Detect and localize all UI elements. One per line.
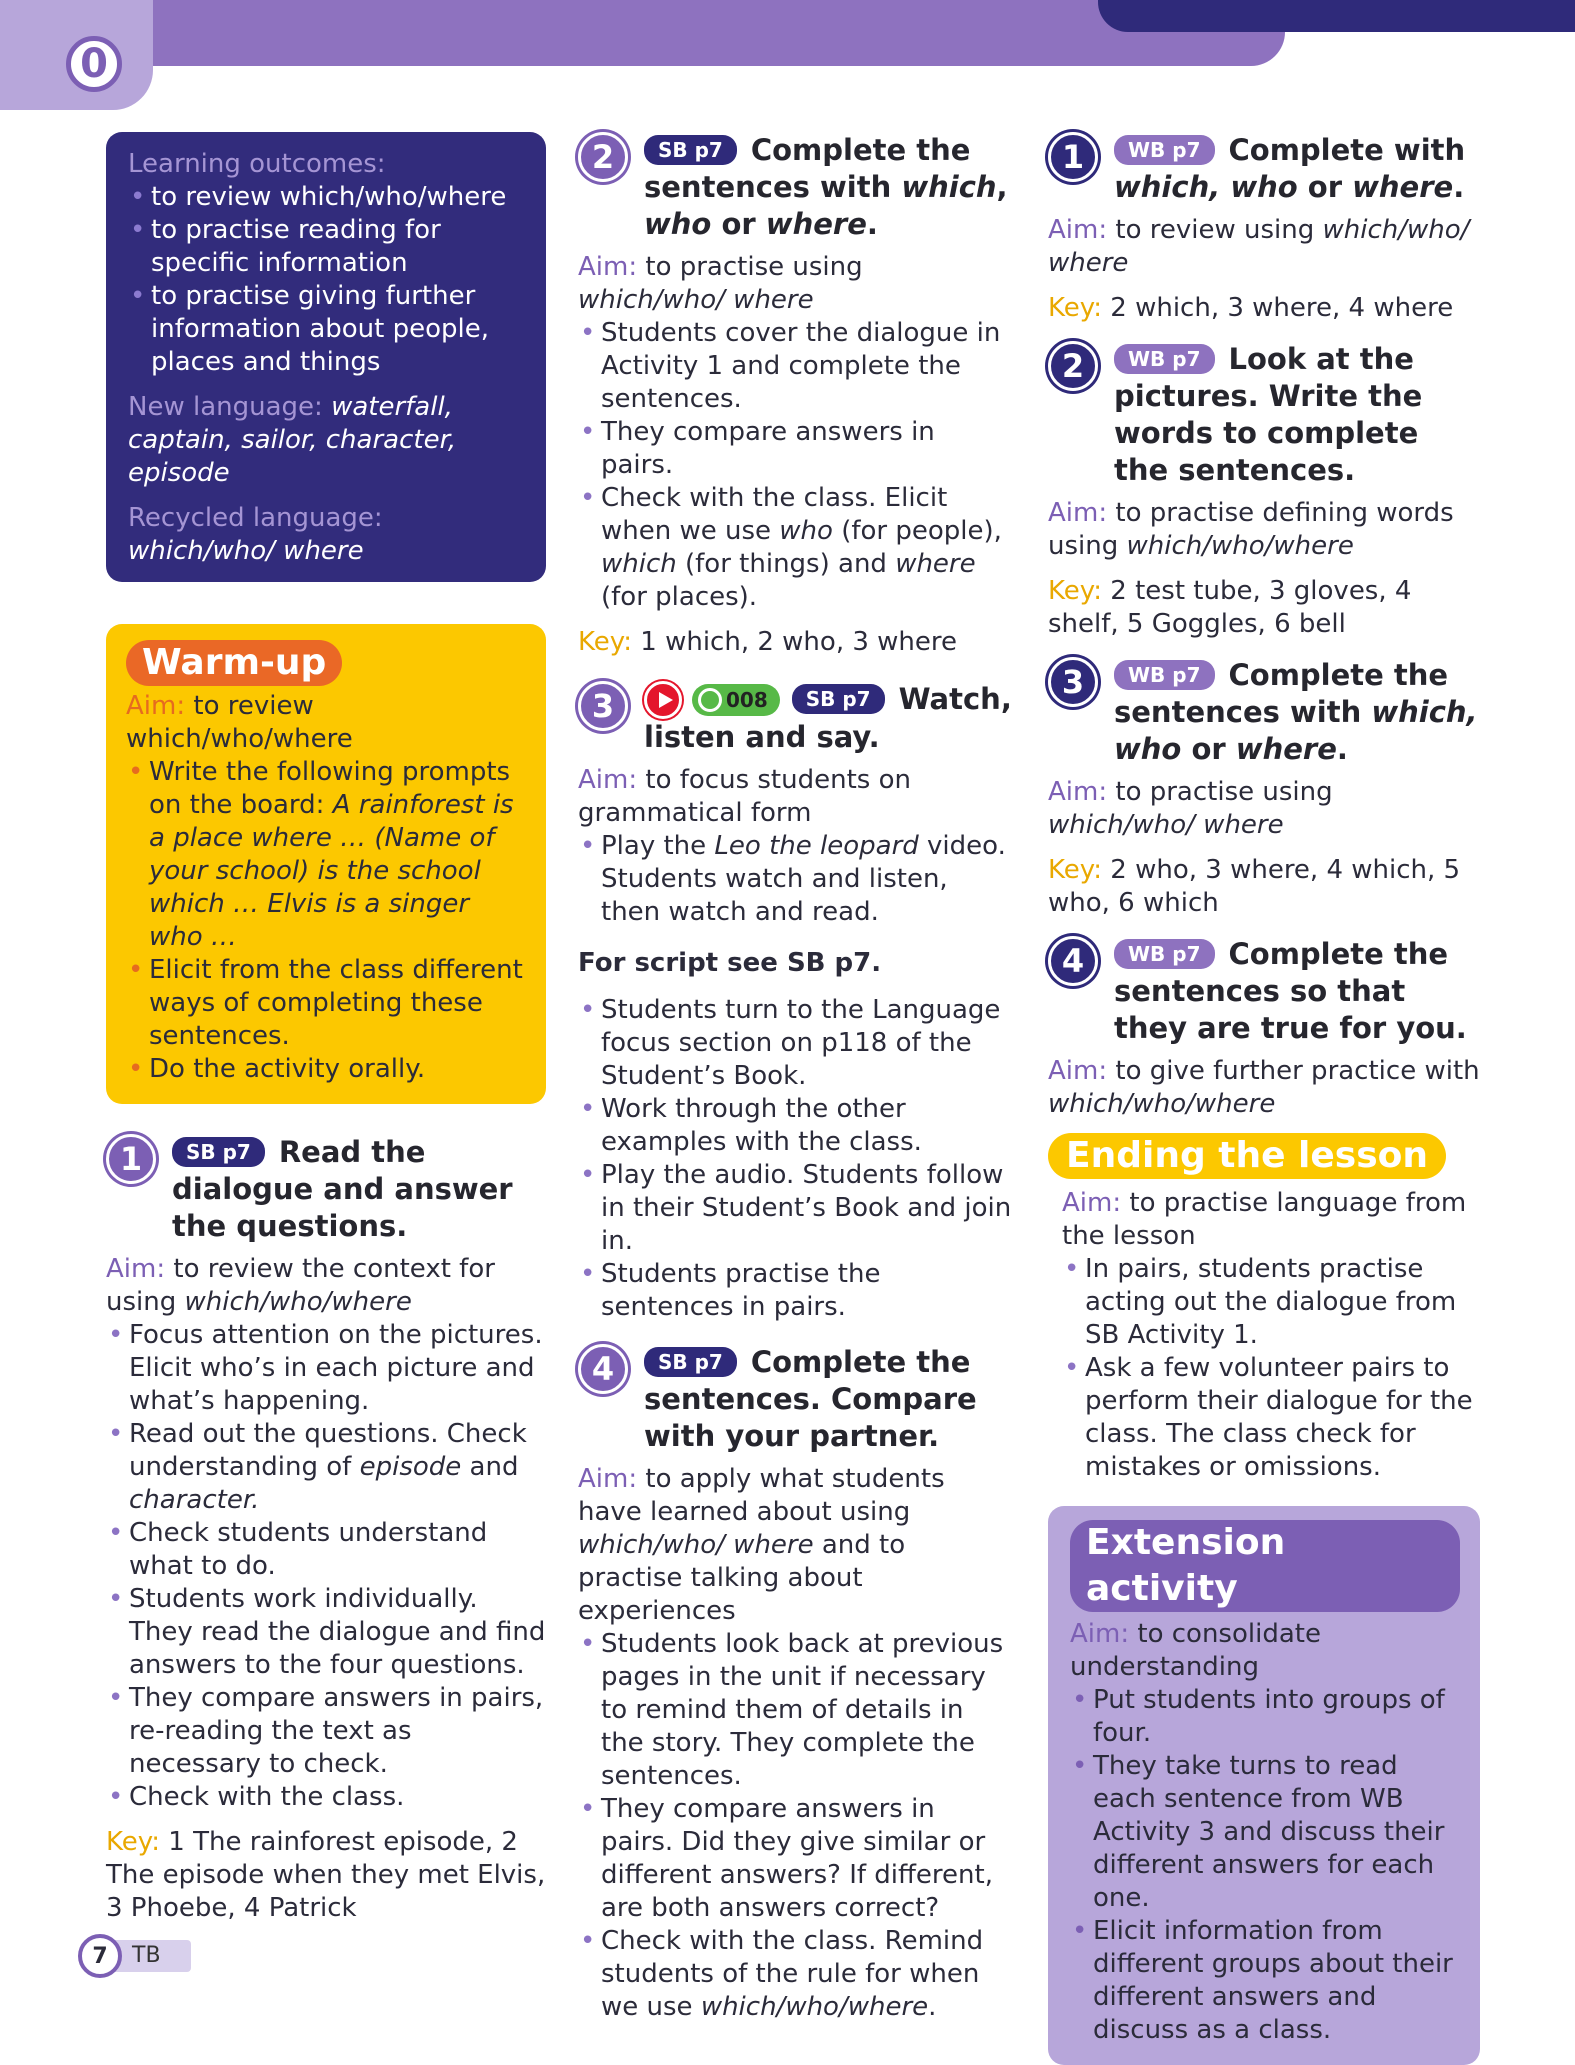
activity-body — [106, 1253, 546, 1925]
activity-aim: Aim: to review the context for using which/who/where — [106, 1254, 495, 1317]
activity-step: • Students practise the sentences in pairs. — [578, 1258, 1014, 1324]
activity-body — [1048, 1055, 1480, 1121]
learning-outcome-item: • to review which/who/where — [128, 181, 522, 214]
activity-wb-3 — [1048, 657, 1480, 768]
activity-step: • They compare answers in pairs, re-reading the text as necessary to check. — [106, 1682, 546, 1781]
activity-step: • Students cover the dialogue in Activity 1 and complete the sentences. — [578, 317, 1014, 416]
activity-number: 4 — [578, 1344, 628, 1394]
ending-aim: Aim: to practise language from the lesson — [1062, 1188, 1467, 1251]
wb-page-badge: WB p7 — [1114, 660, 1215, 690]
sb-page-badge: SB p7 — [644, 135, 737, 165]
warm-up-step: • Write the following prompts on the board: A rainforest is a place where … (Name of your school) is the school which … Elvis is a singer who … — [126, 756, 524, 954]
activity-step: • Work through the other examples with the class. — [578, 1093, 1014, 1159]
answer-key: Key: 2 which, 3 where, 4 where — [1048, 293, 1454, 323]
activity-body — [578, 251, 1014, 659]
activity-step: • Students work individually. They read the dialogue and find answers to the four questions. — [106, 1583, 546, 1682]
teachers-book-label: TB — [104, 1940, 191, 1972]
activity-sb-3 — [578, 681, 1014, 756]
warm-up-step: • Elicit from the class different ways of completing these sentences. — [126, 954, 524, 1053]
activity-body — [578, 764, 1014, 1324]
activity-step: • Focus attention on the pictures. Elicit who’s in each picture and what’s happening. — [106, 1319, 546, 1418]
video-play-icon[interactable] — [644, 681, 682, 719]
answer-key: Key: 1 which, 2 who, 3 where — [578, 627, 958, 657]
activity-sb-2 — [578, 132, 1014, 243]
warm-up-box — [106, 624, 546, 1104]
ending-step: • Ask a few volunteer pairs to perform their dialogue for the class. The class check for mistakes or omissions. — [1062, 1352, 1480, 1484]
extension-activity-box — [1048, 1506, 1480, 2065]
activity-wb-2 — [1048, 341, 1480, 489]
ending-step: • In pairs, students practise acting out the dialogue from SB Activity 1. — [1062, 1253, 1480, 1352]
activity-title: WB p7 Complete with which, who or where. — [1114, 133, 1466, 204]
answer-key: Key: 2 test tube, 3 gloves, 4 shelf, 5 Goggles, 6 bell — [1048, 576, 1412, 639]
activity-step: • Students turn to the Language focus section on p118 of the Student’s Book. — [578, 994, 1014, 1093]
activity-number: 3 — [578, 681, 628, 731]
audio-track-badge[interactable]: 008 — [692, 684, 780, 716]
activity-aim: Aim: to focus students on grammatical form — [578, 765, 911, 828]
activity-step: • They compare answers in pairs. — [578, 416, 1014, 482]
sb-page-badge: SB p7 — [792, 684, 885, 714]
column-2 — [578, 132, 1014, 2036]
activity-title: 008 SB p7 Watch, listen and say. — [644, 682, 1012, 754]
activity-step: • Play the Leo the leopard video. Students watch and listen, then watch and read. — [578, 830, 1014, 929]
activity-step: • Check with the class. Elicit when we use who (for people), which (for things) and where (for places). — [578, 482, 1014, 614]
activity-title: SB p7 Complete the sentences with which, who or where. — [644, 133, 1008, 241]
header-band — [0, 0, 1285, 66]
wb-page-badge: WB p7 — [1114, 344, 1215, 374]
activity-title: SB p7 Read the dialogue and answer the questions. — [172, 1135, 513, 1243]
page-footer — [78, 1934, 191, 1978]
learning-outcomes-box — [106, 132, 546, 582]
warm-up-step: • Do the activity orally. — [126, 1053, 524, 1086]
extension-step: • Put students into groups of four. — [1070, 1684, 1460, 1750]
new-language: New language: waterfall, captain, sailor, character, episode — [128, 392, 457, 488]
activity-aim: Aim: to practise defining words using which/who/where — [1048, 498, 1454, 561]
wb-page-badge: WB p7 — [1114, 939, 1215, 969]
activity-number: 2 — [1048, 341, 1098, 391]
activity-step: • Play the audio. Students follow in their Student’s Book and join in. — [578, 1159, 1014, 1258]
activity-number: 4 — [1048, 936, 1098, 986]
page-number: 7 — [78, 1934, 122, 1978]
activity-body — [1048, 497, 1480, 641]
warm-up-aim: Aim: to review which/who/where — [126, 691, 353, 754]
activity-step: • Students look back at previous pages in the unit if necessary to remind them of details in the story. They complete the sentences. — [578, 1628, 1014, 1793]
learning-outcomes-title: Learning outcomes: — [128, 149, 386, 179]
activity-title: WB p7 Complete the sentences so that they are true for you. — [1114, 937, 1467, 1045]
activity-wb-1 — [1048, 132, 1480, 206]
activity-title: SB p7 Complete the sentences. Compare with your partner. — [644, 1345, 977, 1453]
warm-up-title: Warm-up — [126, 640, 342, 686]
script-reference: For script see SB p7. — [578, 948, 882, 978]
learning-outcome-item: • to practise giving further information about people, places and things — [128, 280, 522, 379]
headphones-icon — [698, 688, 722, 712]
activity-step: • Check with the class. Remind students of the rule for when we use which/who/where. — [578, 1925, 1014, 2024]
extension-aim: Aim: to consolidate understanding — [1070, 1619, 1321, 1682]
activity-title: WB p7 Look at the pictures. Write the words to complete the sentences. — [1114, 342, 1423, 487]
activity-number: 1 — [106, 1134, 156, 1184]
activity-wb-4 — [1048, 936, 1480, 1047]
extension-step: • Elicit information from different groups about their different answers and discuss as a class. — [1070, 1915, 1460, 2047]
ending-the-lesson-body — [1048, 1187, 1480, 1484]
activity-step: • Check students understand what to do. — [106, 1517, 546, 1583]
extension-step: • They take turns to read each sentence from WB Activity 3 and discuss their different answers for each one. — [1070, 1750, 1460, 1915]
sb-page-badge: SB p7 — [172, 1137, 265, 1167]
activity-aim: Aim: to practise using which/who/ where — [1048, 777, 1333, 840]
sb-page-badge: SB p7 — [644, 1347, 737, 1377]
ending-the-lesson-title: Ending the lesson — [1048, 1133, 1446, 1179]
extension-activity-title: Extension activity — [1070, 1520, 1460, 1612]
column-3 — [1048, 132, 1480, 2065]
activity-sb-4 — [578, 1344, 1014, 1455]
learning-outcome-item: • to practise reading for specific information — [128, 214, 522, 280]
activity-step: • Check with the class. — [106, 1781, 546, 1814]
header-accent — [1098, 0, 1575, 32]
activity-aim: Aim: to practise using which/who/ where — [578, 252, 863, 315]
column-1 — [106, 132, 546, 1937]
wb-page-badge: WB p7 — [1114, 135, 1215, 165]
activity-number: 2 — [578, 132, 628, 182]
activity-aim: Aim: to give further practice with which/who/where — [1048, 1056, 1480, 1119]
activity-title: WB p7 Complete the sentences with which, who or where. — [1114, 658, 1478, 766]
activity-aim: Aim: to review using which/who/ where — [1048, 215, 1470, 278]
activity-step: • They compare answers in pairs. Did they give similar or different answers? If different, are both answers correct? — [578, 1793, 1014, 1925]
activity-step: • Read out the questions. Check understanding of episode and character. — [106, 1418, 546, 1517]
unit-number: 0 — [66, 36, 122, 92]
activity-body — [1048, 214, 1480, 325]
answer-key: Key: 2 who, 3 where, 4 which, 5 who, 6 which — [1048, 855, 1461, 918]
answer-key: Key: 1 The rainforest episode, 2 The episode when they met Elvis, 3 Phoebe, 4 Patrick — [106, 1827, 546, 1923]
activity-body — [578, 1463, 1014, 2024]
activity-number: 3 — [1048, 657, 1098, 707]
recycled-language: Recycled language: which/who/ where — [128, 503, 383, 566]
activity-sb-1 — [106, 1134, 546, 1245]
activity-number: 1 — [1048, 132, 1098, 182]
activity-aim: Aim: to apply what students have learned about using which/who/ where and to practise talking about experiences — [578, 1464, 945, 1626]
activity-body — [1048, 776, 1480, 920]
